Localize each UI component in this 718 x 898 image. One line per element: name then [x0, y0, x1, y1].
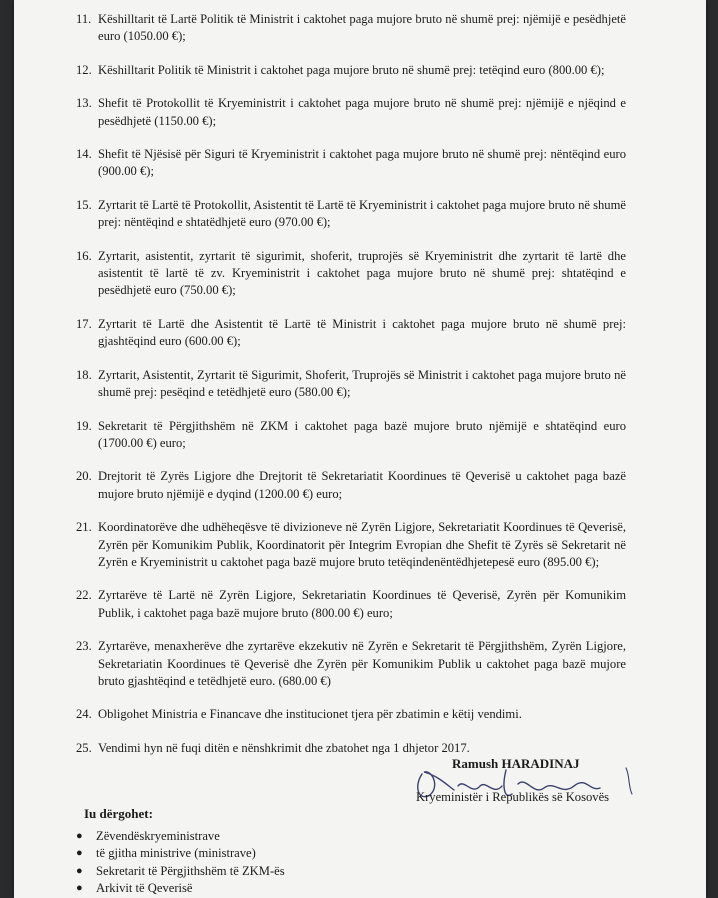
list-item — [14, 740, 706, 757]
recipients-label: Iu dërgohet: — [84, 806, 153, 821]
list-item — [70, 863, 470, 880]
list-item — [14, 95, 706, 130]
recipient-text: të gjitha ministrive (ministrave) — [96, 846, 256, 861]
item-text: Obligohet Ministria e Financave dhe institucionet tjera për zbatimin e këtij vendimi. — [98, 707, 522, 722]
list-item — [14, 11, 706, 46]
item-text: Këshilltarit Politik të Ministrit i caktohet paga mujore bruto në shumë prej: tetëqind euro (800.00 €); — [98, 62, 605, 77]
item-text: Drejtorit të Zyrës Ligjore dhe Drejtorit të Sekretariatit Koordinues të Qeverisë u caktohet paga bazë mujore bruto njëmijë e dyqind (1200.00 €) euro; — [98, 469, 626, 501]
recipient-text: Arkivit të Qeverisë — [96, 881, 193, 896]
recipient-text: Zëvendëskryeministrave — [96, 829, 220, 843]
item-text: Zyrtarit, Asistentit, Zyrtarit të Sigurimit, Shoferit, Truprojës së Ministrit i caktohet paga mujore bruto në shumë prej: pesëqind e tetëdhjetë euro (580.00 €); — [98, 367, 626, 400]
list-item — [70, 845, 470, 862]
list-item — [14, 638, 706, 690]
item-text: Vendimi hyn në fuqi ditën e nënshkrimit dhe zbatohet nga 1 dhjetor 2017. — [98, 740, 470, 755]
item-number: 18. — [76, 367, 92, 382]
item-number: 15. — [76, 197, 92, 212]
list-item — [70, 828, 470, 845]
item-text: Zyrtarit të Lartë dhe Asistentit të Lartë të Ministrit i caktohet paga mujore bruto në shumë prej: gjashtëqind euro (600.00 €); — [98, 316, 626, 349]
item-number: 20. — [76, 469, 92, 484]
item-number: 23. — [76, 639, 92, 654]
item-text: Zyrtarëve të Lartë në Zyrën Ligjore, Sekretariatin Koordinues të Qeverisë, Zyrën për Komunikim Publik, i caktohet paga bazë mujore bruto (800.00 €) euro; — [98, 588, 626, 620]
item-text: Shefit të Njësisë për Siguri të Kryeministrit i caktohet paga mujore bruto në shumë prej: nëntëqind euro (900.00 €); — [98, 147, 626, 179]
item-number: 22. — [76, 588, 92, 603]
item-number: 12. — [76, 62, 92, 77]
item-text: Këshilltarit të Lartë Politik të Ministrit i caktohet paga mujore bruto në shumë prej: njëmijë e pesëdhjetë euro (1050.00 €); — [98, 12, 626, 44]
bullet-icon: ● — [76, 882, 83, 895]
item-number: 24. — [76, 707, 92, 722]
list-item — [14, 418, 706, 453]
item-text: Zyrtarit, asistentit, zyrtarit të sigurimit, shoferit, truprojës së Kryeministrit dhe zyrtarit të lartë dhe asistentit të lartë të zv. Kryeministrit i caktohet paga mujore bruto në shumë prej: shtatëqind e pesëdhjetë euro (750.00 €); — [98, 248, 626, 298]
list-item — [14, 146, 706, 181]
decision-items-list — [14, 11, 706, 773]
list-item — [14, 62, 706, 79]
recipients-list — [70, 828, 470, 898]
item-number: 14. — [76, 147, 92, 162]
list-item — [14, 519, 706, 571]
list-item — [14, 248, 706, 300]
item-number: 11. — [76, 12, 92, 26]
list-item — [14, 197, 706, 232]
bullet-icon: ● — [76, 864, 83, 877]
list-item — [70, 880, 470, 897]
bullet-icon: ● — [76, 847, 83, 860]
item-number: 13. — [76, 96, 92, 111]
list-item — [14, 706, 706, 723]
list-item — [14, 316, 706, 351]
item-text: Zyrtarit të Lartë të Protokollit, Asistentit të Lartë të Kryeministrit i caktohet paga mujore bruto në shumë prej: nëntëqind e shtatëdhjetë euro (970.00 €); — [98, 197, 626, 230]
list-item — [14, 468, 706, 503]
item-number: 17. — [76, 316, 92, 331]
item-text: Sekretarit të Përgjithshëm në ZKM i caktohet paga bazë mujore bruto njëmijë e shtatëqind euro (1700.00 €) euro; — [98, 418, 626, 450]
item-number: 21. — [76, 520, 92, 535]
item-number: 25. — [76, 740, 92, 755]
list-item — [14, 367, 706, 402]
item-text: Koordinatorëve dhe udhëheqësve të divizioneve në Zyrën Ligjore, Sekretariatit Koordinues të Qeverisë, Zyrën për Komunikim Publik, Koordinatorit për Integrim Evropian dhe Shefit të Zyrës së Sekretarit në Zyrën e Kryeministrit u caktohet paga bazë mujore bruto tetëqindenëntëdhjetepesë euro (895.00 €); — [98, 520, 626, 569]
signatory-title: Kryeministër i Republikës së Kosovës — [416, 790, 610, 804]
item-number: 16. — [76, 248, 92, 263]
item-text: Shefit të Protokollit të Kryeministrit i caktohet paga mujore bruto në shumë prej: njëmijë e njëqind e pesëdhjetë (1150.00 €); — [98, 96, 626, 128]
list-item — [14, 587, 706, 622]
document-page — [14, 0, 706, 898]
signature-block — [394, 756, 694, 816]
bullet-icon: ● — [76, 830, 83, 842]
item-number: 19. — [76, 418, 92, 433]
recipient-text: Sekretarit të Përgjithshëm të ZKM-ës — [96, 863, 285, 878]
item-text: Zyrtarëve, menaxherëve dhe zyrtarëve ekzekutiv në Zyrën e Sekretarit të Përgjithshëm, Zyrën Ligjore, Sekretariatin Koordinues të Qeverisë dhe Zyrën për Komunikim Publik u caktohet paga bazë mujore bruto gjashtëqind e tetëdhjetë euro. (680.00 €) — [98, 639, 626, 688]
signatory-name: Ramush HARADINAJ — [452, 756, 580, 771]
